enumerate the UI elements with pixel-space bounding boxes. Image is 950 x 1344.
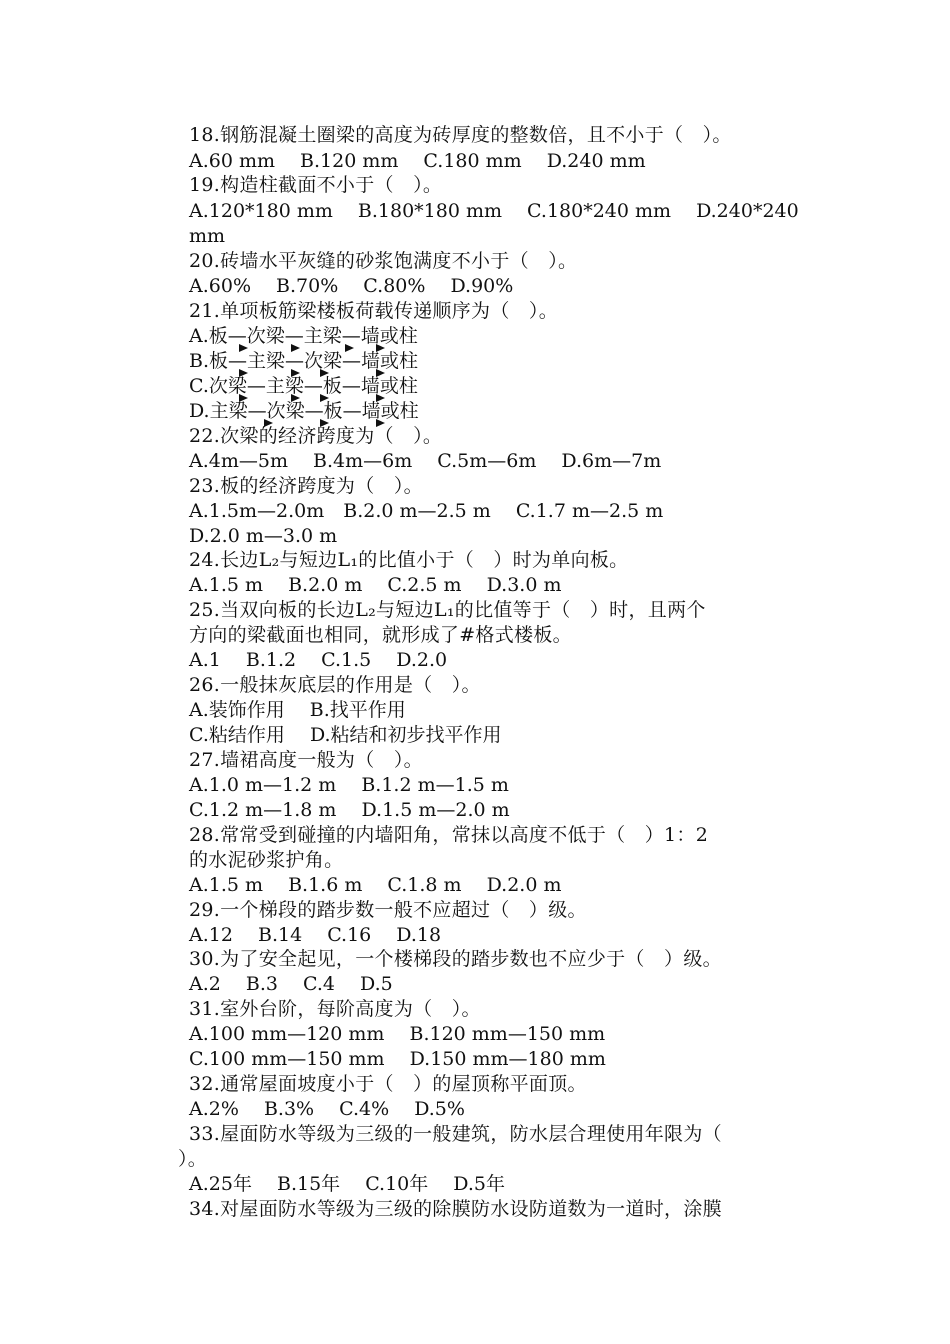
options-28: A.1.5 m B.1.6 m C.1.8 m D.2.0 m — [189, 874, 562, 896]
question-34: 34.对屋面防水等级为三级的除膜防水设防道数为一道时，涂膜 — [189, 1198, 722, 1220]
option-21-c: C.次梁—主梁—板—墙或柱 — [189, 375, 418, 397]
question-25: 25.当双向板的长边L₂与短边L₁的比值等于（ ）时，且两个 — [189, 599, 706, 621]
option-21-d: D.主梁—次梁—板—墙或柱 — [189, 400, 419, 422]
options-18: A.60 mm B.120 mm C.180 mm D.240 mm — [189, 150, 646, 172]
arrow-icon — [320, 394, 329, 402]
options-24: A.1.5 m B.2.0 m C.2.5 m D.3.0 m — [189, 574, 562, 596]
question-28-wrap: 的水泥砂浆护角。 — [189, 849, 344, 871]
question-21: 21.单项板筋梁楼板荷载传递顺序为（ ）。 — [189, 300, 559, 322]
question-27: 27.墙裙高度一般为（ ）。 — [189, 749, 423, 771]
arrow-icon — [291, 369, 300, 377]
question-30: 30.为了安全起见，一个楼梯段的踏步数也不应少于（ ）级。 — [189, 948, 722, 970]
question-18: 18.钢筋混凝土圈梁的高度为砖厚度的整数倍，且不小于（ ）。 — [189, 124, 732, 146]
options-27-cd: C.1.2 m—1.8 m D.1.5 m—2.0 m — [189, 799, 510, 821]
options-33: A.25年 B.15年 C.10年 D.5年 — [189, 1173, 505, 1195]
question-25-wrap: 方向的梁截面也相同，就形成了#格式楼板。 — [189, 624, 572, 646]
options-26-ab: A.装饰作用 B.找平作用 — [189, 699, 406, 721]
arrow-icon — [239, 394, 248, 402]
question-29: 29.一个梯段的踏步数一般不应超过（ ）级。 — [189, 899, 587, 921]
question-24: 24.长边L₂与短边L₁的比值小于（ ）时为单向板。 — [189, 549, 629, 571]
arrow-icon — [239, 369, 248, 377]
options-29: A.12 B.14 C.16 D.18 — [189, 924, 442, 946]
options-23-wrap: D.2.0 m—3.0 m — [189, 525, 338, 547]
options-26-cd: C.粘结作用 D.粘结和初步找平作用 — [189, 724, 502, 746]
arrow-icon — [345, 344, 354, 352]
option-21-a: A.板—次梁—主梁—墙或柱 — [189, 325, 418, 347]
question-31: 31.室外台阶，每阶高度为（ ）。 — [189, 998, 481, 1020]
question-26: 26.一般抹灰底层的作用是（ ）。 — [189, 674, 481, 696]
options-27-ab: A.1.0 m—1.2 m B.1.2 m—1.5 m — [189, 774, 509, 796]
question-33: 33.屋面防水等级为三级的一般建筑，防水层合理使用年限为（ — [189, 1123, 722, 1145]
options-20: A.60% B.70% C.80% D.90% — [189, 275, 514, 297]
options-23: A.1.5m—2.0m B.2.0 m—2.5 m C.1.7 m—2.5 m — [189, 500, 664, 522]
question-23: 23.板的经济跨度为（ ）。 — [189, 475, 423, 497]
options-32: A.2% B.3% C.4% D.5% — [189, 1098, 465, 1120]
question-33-wrap: ）。 — [178, 1148, 208, 1170]
question-22: 22.次梁的经济跨度为（ ）。 — [189, 425, 443, 447]
options-25: A.1 B.1.2 C.1.5 D.2.0 — [189, 649, 448, 671]
arrow-icon — [320, 369, 329, 377]
question-20: 20.砖墙水平灰缝的砂浆饱满度不小于（ ）。 — [189, 250, 578, 272]
arrow-icon — [291, 394, 300, 402]
question-28: 28.常常受到碰撞的内墙阳角，常抹以高度不低于（ ）1：2 — [189, 824, 709, 846]
arrow-icon — [291, 344, 300, 352]
arrow-icon — [376, 394, 385, 402]
options-22: A.4m—5m B.4m—6m C.5m—6m D.6m—7m — [189, 450, 662, 472]
question-19: 19.构造柱截面不小于（ ）。 — [189, 174, 443, 196]
options-19-wrap: mm — [189, 225, 226, 247]
options-19: A.120*180 mm B.180*180 mm C.180*240 mm D.240*240 — [189, 200, 799, 222]
options-31-cd: C.100 mm—150 mm D.150 mm—180 mm — [189, 1048, 606, 1070]
arrow-icon — [376, 369, 385, 377]
options-31-ab: A.100 mm—120 mm B.120 mm—150 mm — [189, 1023, 606, 1045]
arrow-icon — [239, 344, 248, 352]
option-21-b: B.板—主梁—次梁—墙或柱 — [189, 350, 419, 372]
question-32: 32.通常屋面坡度小于（ ）的屋顶称平面顶。 — [189, 1073, 587, 1095]
arrow-icon — [376, 344, 385, 352]
options-30: A.2 B.3 C.4 D.5 — [189, 973, 393, 995]
